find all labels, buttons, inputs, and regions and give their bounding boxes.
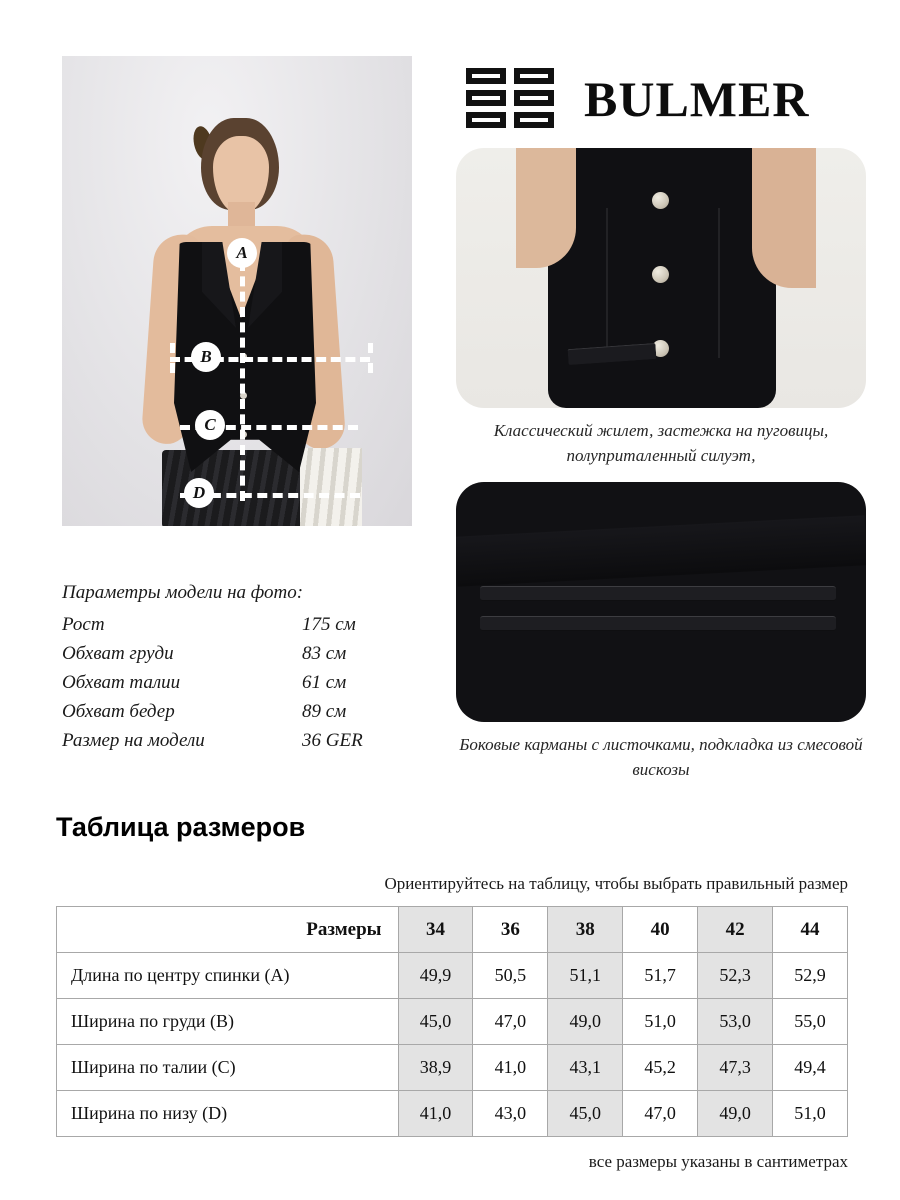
measurement-label: Ширина по груди (B) <box>57 999 399 1045</box>
table-row <box>57 1045 848 1091</box>
measurement-value: 41,0 <box>473 1045 548 1091</box>
brand-name: BULMER <box>584 71 810 127</box>
measurement-marker-a: A <box>227 238 257 268</box>
model-parameter-label: Размер на модели <box>62 730 205 751</box>
detail-photo-pocket <box>456 482 866 722</box>
measurement-value: 50,5 <box>473 953 548 999</box>
measurement-value: 51,1 <box>548 953 623 999</box>
model-parameter-label: Обхват талии <box>62 672 181 693</box>
measurement-line-center-back <box>240 261 245 501</box>
measurement-value: 52,9 <box>773 953 848 999</box>
measurement-label: Ширина по низу (D) <box>57 1091 399 1137</box>
model-parameter-row <box>62 668 398 697</box>
table-row <box>57 1091 848 1137</box>
model-parameter-row <box>62 610 398 639</box>
measurement-value: 47,3 <box>698 1045 773 1091</box>
measurement-value: 43,0 <box>473 1091 548 1137</box>
measurement-value: 51,0 <box>623 999 698 1045</box>
measurement-value: 45,0 <box>548 1091 623 1137</box>
model-arm-right <box>752 148 816 288</box>
measurement-marker-c: C <box>195 410 225 440</box>
size-table-note: все размеры указаны в сантиметрах <box>588 1152 848 1171</box>
model-arm-left <box>516 148 576 268</box>
model-parameter-label: Рост <box>62 614 105 635</box>
model-parameters-block <box>62 582 398 755</box>
size-column-header: 36 <box>473 907 548 953</box>
measurement-value: 51,0 <box>773 1091 848 1137</box>
pocket-welt-upper <box>480 586 836 601</box>
measurement-value: 45,2 <box>623 1045 698 1091</box>
size-column-header: 42 <box>698 907 773 953</box>
model-parameter-label: Обхват бедер <box>62 701 175 722</box>
detail-2-caption: Боковые карманы с листочками, подкладка из смесовой вискозы <box>459 735 863 779</box>
measurement-value: 51,7 <box>623 953 698 999</box>
model-parameter-value: 61 см <box>302 672 347 693</box>
vest-dart-seam <box>718 208 720 358</box>
size-column-header: 40 <box>623 907 698 953</box>
measurement-value: 47,0 <box>623 1091 698 1137</box>
model-parameter-value: 36 GER <box>302 730 363 751</box>
right-column <box>412 56 866 782</box>
model-parameter-label: Обхват груди <box>62 643 174 664</box>
size-column-header: 38 <box>548 907 623 953</box>
measurement-value: 53,0 <box>698 999 773 1045</box>
measurement-marker-d: D <box>184 478 214 508</box>
vest-button-icon <box>652 192 669 209</box>
measurement-marker-b: B <box>191 342 221 372</box>
table-row <box>57 953 848 999</box>
brand-header <box>456 56 866 142</box>
model-skirt-light-panel <box>300 448 362 526</box>
measurement-value: 49,9 <box>398 953 473 999</box>
size-column-header: 44 <box>773 907 848 953</box>
measurement-value: 55,0 <box>773 999 848 1045</box>
pocket-welt-lower <box>480 616 836 631</box>
table-corner-header: Размеры <box>57 907 399 953</box>
measurement-value: 49,4 <box>773 1045 848 1091</box>
vest-dart-seam <box>606 208 608 358</box>
model-parameter-row <box>62 726 398 755</box>
model-parameter-row <box>62 697 398 726</box>
measurement-value: 49,0 <box>548 999 623 1045</box>
measurement-value: 49,0 <box>698 1091 773 1137</box>
size-column-header: 34 <box>398 907 473 953</box>
detail-1-caption: Классический жилет, застежка на пуговицы, полуприталенный силуэт, <box>493 421 829 465</box>
model-photo-with-measurements <box>62 56 412 526</box>
size-table-subheading: Ориентируйтесь на таблицу, чтобы выбрать правильный размер <box>384 874 848 893</box>
size-table <box>56 906 848 1137</box>
measurement-tick-b-right <box>368 343 373 373</box>
model-parameter-row <box>62 639 398 668</box>
model-parameter-value: 89 см <box>302 701 347 722</box>
model-parameter-value: 83 см <box>302 643 347 664</box>
measurement-value: 43,1 <box>548 1045 623 1091</box>
detail-photo-front-closure <box>456 148 866 408</box>
measurement-value: 38,9 <box>398 1045 473 1091</box>
vest-button-icon <box>652 266 669 283</box>
measurement-value: 45,0 <box>398 999 473 1045</box>
bulmer-monogram-icon <box>464 66 556 132</box>
measurement-tick-b-left <box>170 343 175 373</box>
measurement-value: 47,0 <box>473 999 548 1045</box>
measurement-label: Ширина по талии (C) <box>57 1045 399 1091</box>
measurement-value: 41,0 <box>398 1091 473 1137</box>
model-parameters-title: Параметры модели на фото: <box>62 582 304 603</box>
size-table-heading: Таблица размеров <box>56 812 306 842</box>
table-row <box>57 999 848 1045</box>
model-parameter-value: 175 см <box>302 614 356 635</box>
measurement-label: Длина по центру спинки (A) <box>57 953 399 999</box>
fabric-fold <box>456 515 866 586</box>
table-header-row <box>57 907 848 953</box>
measurement-value: 52,3 <box>698 953 773 999</box>
